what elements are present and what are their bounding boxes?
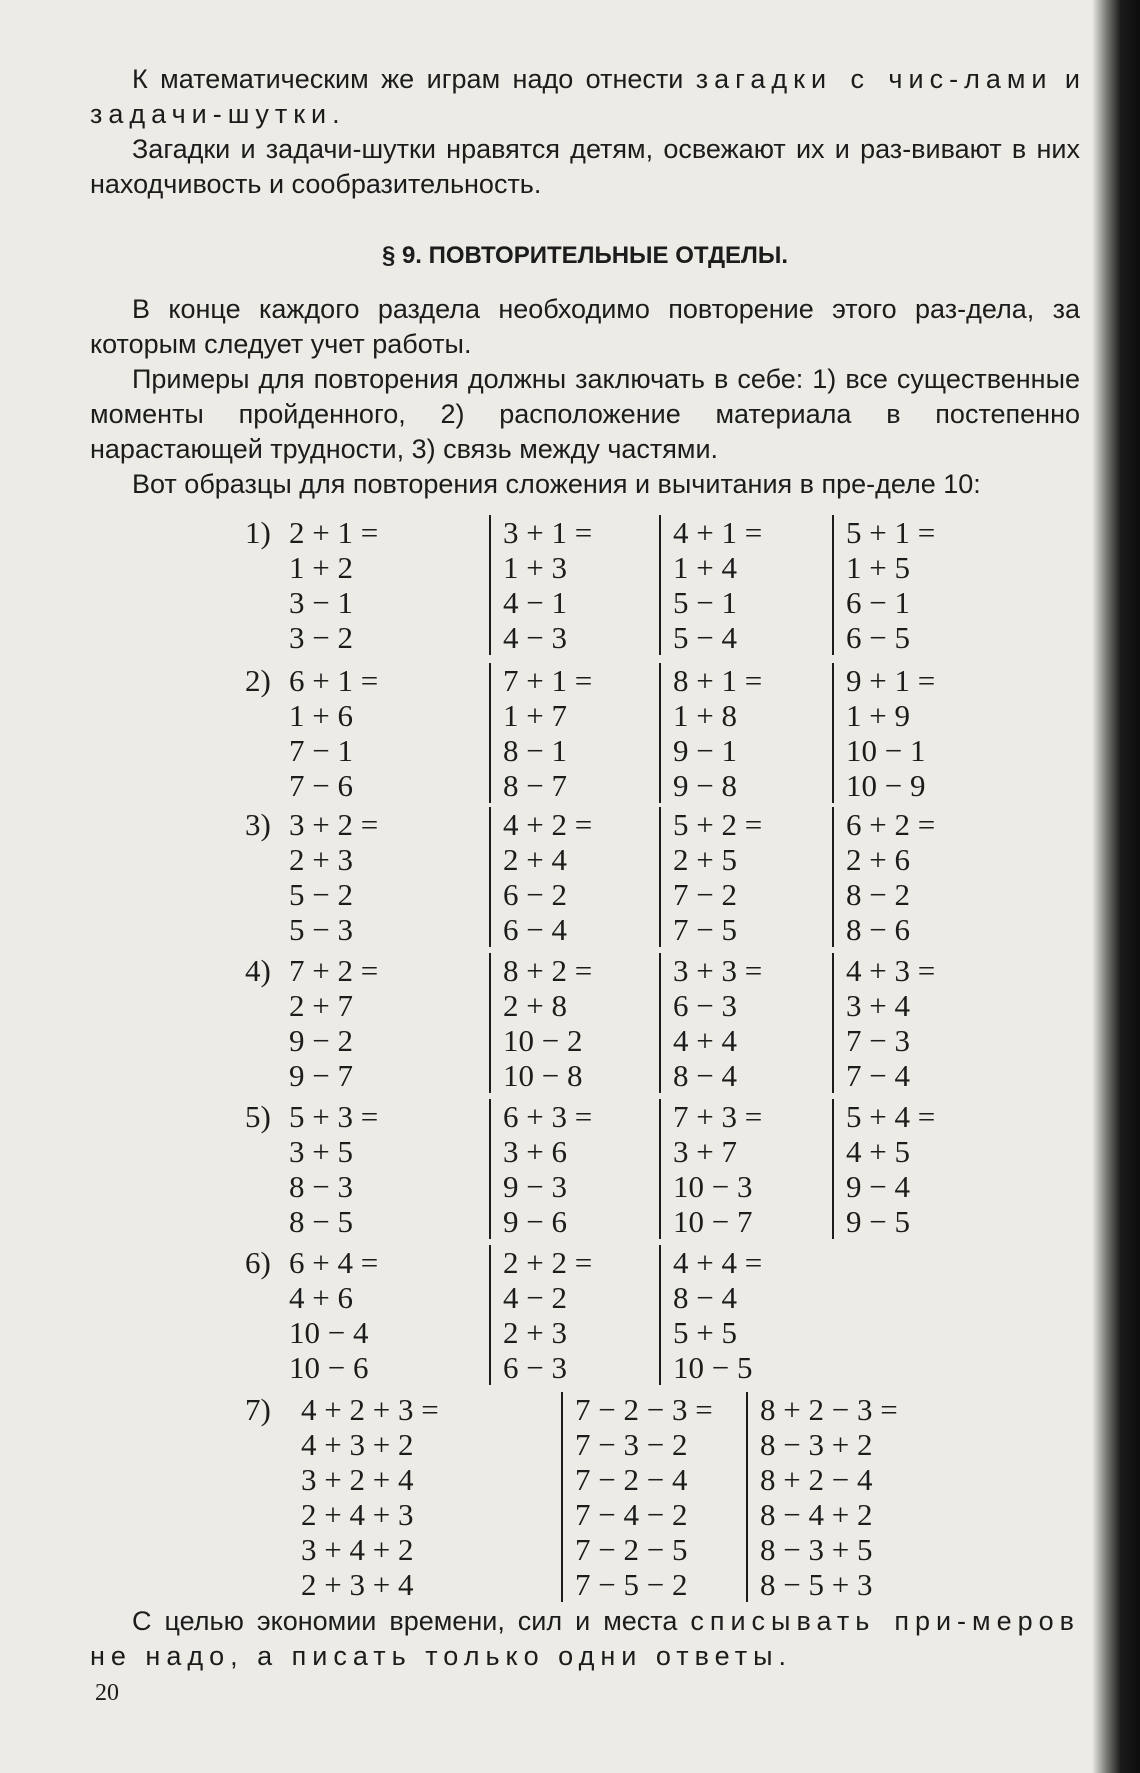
exercise-cell: 6 + 3 = [503,1099,593,1134]
exercise-group-number: 3) [245,807,271,842]
section-text [90,292,1080,502]
exercise-cell: 8 + 2 − 3 = [760,1392,898,1427]
exercise-group-number: 6) [245,1245,271,1280]
exercise-cell: 2 + 5 [673,842,737,877]
exercise-cell: 9 − 6 [503,1204,567,1239]
exercise-cell: 6 + 4 = [289,1245,379,1280]
exercise-cell: 8 − 3 + 2 [760,1427,873,1462]
exercise-cell: 7 − 3 − 2 [575,1427,688,1462]
exercise-cell: 6 − 3 [503,1350,567,1385]
intro-paragraph-1: К математическим же играм надо отнести загадки с чис-лами и задачи-шутки. [90,64,1080,129]
exercise-column [289,663,378,803]
exercise-cell: 10 − 9 [846,768,926,803]
emphasis-riddles: загадки с чис-лами [695,64,1053,94]
emphasis-conclusion: списывать при-меров не надо, а писать только одни ответы. [90,1606,1080,1671]
section-paragraph-1: В конце каждого раздела необходимо повторение этого раз-дела, за которым следует учет работы. [90,294,1080,359]
section-heading: § 9. ПОВТОРИТЕЛЬНЫЕ ОТДЕЛЫ. [381,242,789,269]
exercise-cell: 8 − 3 [289,1169,353,1204]
exercise-column [289,1245,378,1385]
exercise-cell: 8 − 6 [846,912,910,947]
intro-text [90,62,1080,202]
exercise-column [832,663,935,803]
exercise-cell: 7 + 3 = [673,1099,763,1134]
exercise-group-number: 1) [245,515,271,550]
intro-paragraph-2: Загадки и задачи-шутки нравятся детям, освежают их и раз-вивают в них находчивость и сообразительность. [90,134,1080,199]
exercise-cell: 3 − 2 [289,620,353,655]
exercise-cell: 7 − 4 − 2 [575,1497,688,1532]
exercise-cell: 9 + 1 = [846,663,936,698]
exercise-cell: 4 + 2 + 3 = [301,1392,439,1427]
exercise-cell: 1 + 8 [673,698,737,733]
exercise-cell: 4 + 4 = [673,1245,763,1280]
exercise-cell: 8 + 2 = [503,953,593,988]
exercise-cell: 10 − 6 [289,1350,369,1385]
exercise-cell: 6 − 1 [846,585,910,620]
exercise-cell: 7 − 2 [673,877,737,912]
exercise-column [561,1392,713,1602]
exercise-cell: 7 − 2 − 5 [575,1532,688,1567]
exercise-cell: 2 + 3 + 4 [301,1567,414,1602]
exercise-cell: 1 + 5 [846,550,910,585]
exercise-cell: 2 + 8 [503,988,567,1023]
exercise-cell: 4 − 2 [503,1280,567,1315]
exercise-column [832,1099,935,1239]
exercise-cell: 10 − 4 [289,1315,369,1350]
exercise-column [489,515,592,655]
exercise-cell: 3 + 4 [846,988,910,1023]
exercise-cell: 5 + 1 = [846,515,936,550]
exercise-cell: 4 + 2 = [503,807,593,842]
exercise-cell: 8 + 2 − 4 [760,1462,873,1497]
exercise-cell: 6 − 4 [503,912,567,947]
exercise-column [489,663,592,803]
exercise-column [832,515,935,655]
exercise-cell: 9 − 1 [673,733,737,768]
exercise-column [289,807,378,947]
exercise-column [659,953,762,1093]
exercise-cell: 6 + 2 = [846,807,936,842]
exercise-column [489,807,592,947]
exercise-cell: 4 + 5 [846,1134,910,1169]
exercise-cell: 4 + 4 [673,1023,737,1058]
exercise-cell: 4 + 3 + 2 [301,1427,414,1462]
exercise-cell: 1 + 3 [503,550,567,585]
exercise-cell: 4 + 6 [289,1280,353,1315]
exercise-column [289,953,378,1093]
exercise-cell: 8 − 4 + 2 [760,1497,873,1532]
exercise-cell: 2 + 7 [289,988,353,1023]
exercise-cell: 3 + 5 [289,1134,353,1169]
exercise-cell: 2 + 4 + 3 [301,1497,414,1532]
exercise-cell: 9 − 8 [673,768,737,803]
exercise-cell: 6 + 1 = [289,663,379,698]
exercise-column [301,1392,439,1602]
exercise-cell: 4 − 3 [503,620,567,655]
exercise-cell: 1 + 2 [289,550,353,585]
conclusion-paragraph: С целью экономии времени, сил и места списывать при-меров не надо, а писать только одни ответы. [90,1606,1080,1671]
exercise-column [289,1099,378,1239]
exercise-column [832,953,935,1093]
exercise-cell: 3 + 7 [673,1134,737,1169]
exercise-cell: 7 − 2 − 4 [575,1462,688,1497]
exercise-column [489,1245,592,1385]
emphasis-joke-tasks: задачи-шутки. [90,99,346,129]
exercise-cell: 5 + 2 = [673,807,763,842]
exercise-group-number: 5) [245,1099,271,1134]
exercise-cell: 7 + 2 = [289,953,379,988]
exercise-cell: 5 + 5 [673,1315,737,1350]
exercise-cell: 7 − 6 [289,768,353,803]
exercise-cell: 5 − 3 [289,912,353,947]
exercise-cell: 8 − 5 [289,1204,353,1239]
exercise-column [289,515,378,655]
exercise-group-number: 4) [245,953,271,988]
exercise-cell: 5 − 1 [673,585,737,620]
exercise-cell: 8 − 2 [846,877,910,912]
conclusion-text [90,1604,1080,1674]
page-binding-shadow [1092,0,1140,1773]
exercise-cell: 7 + 1 = [503,663,593,698]
exercise-cell: 5 + 3 = [289,1099,379,1134]
exercise-cell: 5 − 4 [673,620,737,655]
exercise-cell: 8 − 1 [503,733,567,768]
exercise-cell: 6 − 2 [503,877,567,912]
exercise-cell: 6 − 3 [673,988,737,1023]
section-paragraph-2: Примеры для повторения должны заключать в себе: 1) все существенные моменты пройденного, 2) расположение материала в постепенно нарастающей трудности, 3) связь между частями. [90,364,1080,464]
exercise-column [659,663,762,803]
exercise-cell: 9 − 2 [289,1023,353,1058]
exercise-column [659,1099,762,1239]
exercise-cell: 10 − 5 [673,1350,753,1385]
exercise-group-number: 7) [245,1392,271,1427]
exercise-column [489,1099,592,1239]
exercise-cell: 8 − 4 [673,1058,737,1093]
exercise-column [659,515,762,655]
exercise-cell: 8 − 3 + 5 [760,1532,873,1567]
exercise-cell: 6 − 5 [846,620,910,655]
exercise-cell: 2 + 1 = [289,515,379,550]
exercise-cell: 4 − 1 [503,585,567,620]
exercise-cell: 2 + 4 [503,842,567,877]
exercise-cell: 3 + 4 + 2 [301,1532,414,1567]
exercise-cell: 7 − 4 [846,1058,910,1093]
exercise-cell: 3 + 2 = [289,807,379,842]
exercise-cell: 3 + 6 [503,1134,567,1169]
exercise-cell: 1 + 7 [503,698,567,733]
page-number: 20 [95,1680,119,1706]
exercise-cell: 9 − 5 [846,1204,910,1239]
exercise-cell: 8 − 4 [673,1280,737,1315]
exercise-cell: 10 − 7 [673,1204,753,1239]
exercise-cell: 1 + 4 [673,550,737,585]
exercise-cell: 3 + 2 + 4 [301,1462,414,1497]
exercise-cell: 5 − 2 [289,877,353,912]
exercise-cell: 2 + 3 [289,842,353,877]
exercise-cell: 4 + 1 = [673,515,763,550]
exercise-cell: 3 − 1 [289,585,353,620]
exercise-cell: 8 − 7 [503,768,567,803]
exercise-group-number: 2) [245,663,271,698]
exercise-cell: 9 − 4 [846,1169,910,1204]
exercise-cell: 1 + 6 [289,698,353,733]
exercise-column [489,953,592,1093]
exercise-cell: 7 − 5 [673,912,737,947]
exercise-cell: 10 − 2 [503,1023,583,1058]
exercise-column [832,807,935,947]
exercise-cell: 2 + 6 [846,842,910,877]
exercise-cell: 10 − 1 [846,733,926,768]
exercise-cell: 7 − 5 − 2 [575,1567,688,1602]
exercise-cell: 9 − 7 [289,1058,353,1093]
exercise-cell: 10 − 3 [673,1169,753,1204]
exercise-cell: 3 + 3 = [673,953,763,988]
exercise-cell: 3 + 1 = [503,515,593,550]
exercise-cell: 7 − 2 − 3 = [575,1392,713,1427]
exercise-cell: 9 − 3 [503,1169,567,1204]
exercise-cell: 7 − 3 [846,1023,910,1058]
exercise-column [746,1392,898,1602]
exercise-cell: 1 + 9 [846,698,910,733]
exercise-cell: 2 + 3 [503,1315,567,1350]
exercise-column [659,807,762,947]
exercise-cell: 5 + 4 = [846,1099,936,1134]
section-paragraph-3: Вот образцы для повторения сложения и вычитания в пре-деле 10: [132,469,981,499]
exercise-cell: 8 + 1 = [673,663,763,698]
exercise-cell: 4 + 3 = [846,953,936,988]
exercise-column [659,1245,762,1385]
exercise-cell: 2 + 2 = [503,1245,593,1280]
exercise-cell: 7 − 1 [289,733,353,768]
exercise-cell: 8 − 5 + 3 [760,1567,873,1602]
exercise-cell: 10 − 8 [503,1058,583,1093]
